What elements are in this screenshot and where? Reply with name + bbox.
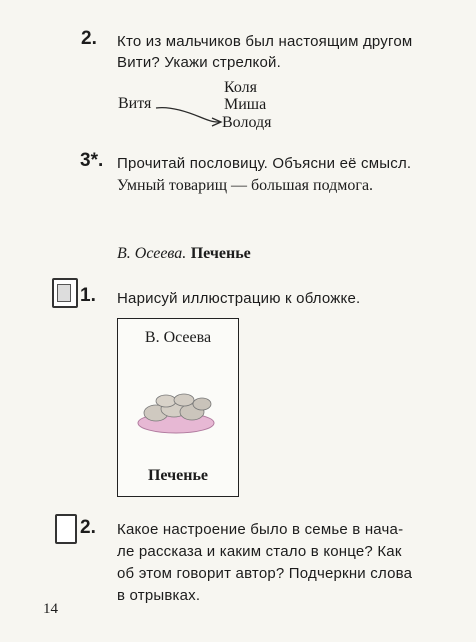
option-kolya[interactable]: Коля [224, 79, 258, 96]
task-mood-line-1: Какое настроение было в семье в нача- [117, 521, 404, 538]
task-mood-line-2: ле рассказа и каким стало в конце? Как [117, 543, 402, 560]
task-mood-line-4: в отрывках. [117, 587, 201, 604]
section-author: В. Осеева. [117, 245, 187, 262]
cookie-drawing [136, 389, 220, 435]
task-mood-number: 2. [80, 517, 96, 538]
page-number: 14 [43, 601, 58, 617]
section-title: Печенье [190, 245, 251, 262]
cover-title: Печенье [147, 467, 209, 484]
task-2-number: 2. [81, 28, 97, 49]
task-mood-line-3: об этом говорит автор? Подчеркни слова [117, 565, 413, 582]
cover-author: В. Осеева [144, 329, 212, 346]
book-cover [117, 318, 239, 497]
proverb: Умный товарищ — большая подмога. [117, 177, 374, 194]
task-3-number: 3*. [80, 150, 104, 171]
reading-icon [55, 514, 77, 544]
section-heading [117, 245, 251, 263]
book-icon [52, 278, 78, 308]
task-3-line-1: Прочитай пословицу. Объясни её смысл. [117, 155, 412, 172]
task-2-line-1: Кто из мальчиков был настоящим другом [117, 33, 413, 50]
answer-arrow [150, 100, 230, 130]
task-cover-text: Нарисуй иллюстрацию к обложке. [117, 290, 361, 307]
name-vitya: Витя [118, 95, 152, 112]
task-2-line-2: Вити? Укажи стрелкой. [117, 54, 281, 71]
task-cover-number: 1. [80, 285, 96, 306]
option-misha[interactable]: Миша [224, 96, 267, 113]
option-volodya[interactable]: Володя [222, 114, 272, 131]
